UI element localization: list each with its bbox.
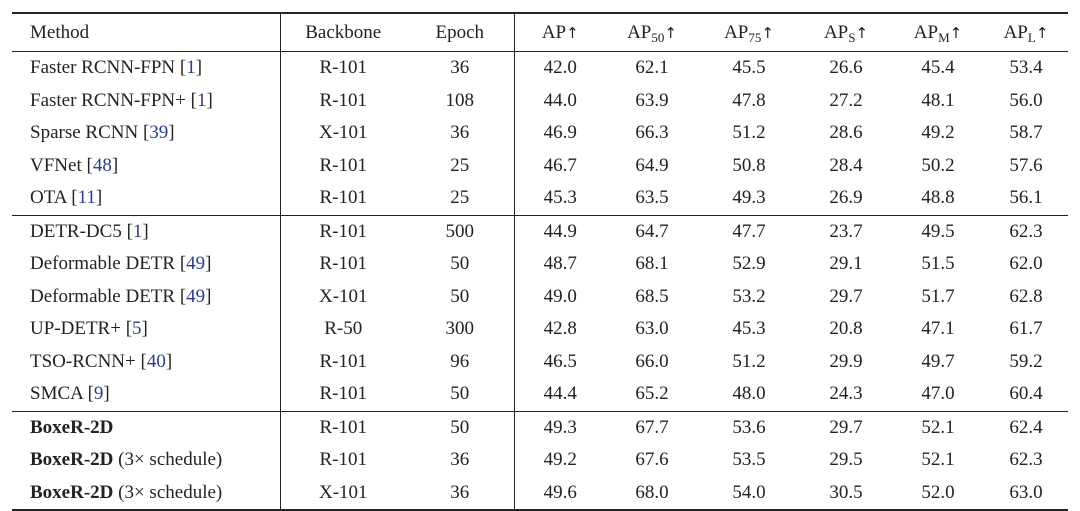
ap50-cell: 68.1 xyxy=(635,253,669,275)
backbone-cell: R-101 xyxy=(280,411,406,444)
apl-cell: 60.4 xyxy=(1009,383,1043,405)
method-cell xyxy=(12,477,280,511)
apm-cell: 50.2 xyxy=(921,154,955,176)
aps-cell: 29.7 xyxy=(800,411,892,444)
ap50-cell: 67.7 xyxy=(606,411,698,444)
aps-cell: 20.8 xyxy=(829,318,863,340)
apm-cell: 47.0 xyxy=(921,383,955,405)
epoch-cell: 300 xyxy=(406,313,514,346)
aps-cell: 23.7 xyxy=(800,215,892,248)
method-name: SMCA xyxy=(30,383,88,405)
backbone-cell: R-101 xyxy=(319,57,367,79)
ap50-cell: 64.7 xyxy=(606,215,698,248)
ap-cell: 46.9 xyxy=(543,122,577,144)
epoch-cell: 36 xyxy=(406,52,514,85)
method-cell xyxy=(12,346,280,379)
apl-cell: 62.0 xyxy=(1009,253,1043,275)
citation-link[interactable]: 49 xyxy=(186,285,206,307)
citation-bracket: ] xyxy=(95,187,103,209)
ap-cell: 49.6 xyxy=(514,477,606,511)
apm-cell: 47.1 xyxy=(921,318,955,340)
citation-link[interactable]: 1 xyxy=(186,57,196,79)
citation-bracket: ] xyxy=(141,318,148,340)
header-ap50: $AP_{50}↑$ xyxy=(606,13,698,52)
apl-cell: 53.4 xyxy=(1009,57,1043,79)
method-name: DETR-DC5 xyxy=(30,220,127,242)
citation-link[interactable]: 40 xyxy=(146,350,166,372)
method-cell xyxy=(12,411,280,444)
ap75-cell: 51.2 xyxy=(732,350,766,372)
citation-bracket: ] xyxy=(165,350,173,372)
method-cell xyxy=(12,117,280,150)
table-row xyxy=(12,150,1068,183)
table-row xyxy=(12,281,1068,314)
table-row xyxy=(12,52,1068,85)
ap-cell: 48.7 xyxy=(543,253,577,275)
backbone-cell: R-101 xyxy=(319,253,367,275)
citation-bracket: [ xyxy=(179,253,187,275)
table-row xyxy=(12,444,1068,477)
ap75-cell: 45.5 xyxy=(732,57,766,79)
method-cell xyxy=(12,182,280,215)
ap75-cell: 51.2 xyxy=(732,122,766,144)
apl-cell: 58.7 xyxy=(1009,122,1043,144)
method-name: Faster RCNN-FPN xyxy=(30,57,180,79)
apm-cell: 52.0 xyxy=(892,477,984,511)
apl-cell: 63.0 xyxy=(984,477,1068,511)
header-apm: $AP_M↑$ xyxy=(892,13,984,52)
citation-link[interactable]: 1 xyxy=(132,220,143,242)
method-name: OTA xyxy=(30,187,72,209)
header-apl: $AP_L↑$ xyxy=(984,13,1068,52)
citation-bracket: ] xyxy=(168,122,175,144)
apm-cell: 49.5 xyxy=(892,215,984,248)
ap-cell: 46.5 xyxy=(543,350,577,372)
citation-bracket: ] xyxy=(195,57,203,79)
backbone-cell: X-101 xyxy=(280,477,406,511)
citation-bracket: [ xyxy=(190,89,197,111)
ap75-cell: 45.3 xyxy=(732,318,766,340)
citation-bracket: [ xyxy=(87,383,94,405)
epoch-cell: 50 xyxy=(406,411,514,444)
apm-cell: 48.1 xyxy=(921,89,955,111)
method-name: BoxeR-2D xyxy=(30,481,114,503)
ap75-cell: 54.0 xyxy=(698,477,800,511)
epoch-cell: 500 xyxy=(406,215,514,248)
aps-cell: 29.5 xyxy=(829,449,863,471)
apl-cell: 57.6 xyxy=(1009,154,1043,176)
epoch-cell: 96 xyxy=(406,346,514,379)
epoch-cell: 50 xyxy=(406,378,514,411)
apl-cell: 62.4 xyxy=(984,411,1068,444)
backbone-cell: R-101 xyxy=(319,449,367,471)
method-cell xyxy=(12,248,280,281)
citation-link[interactable]: 9 xyxy=(93,383,104,405)
method-cell xyxy=(12,150,280,183)
table-row xyxy=(12,182,1068,215)
backbone-cell: R-50 xyxy=(324,318,363,340)
apm-cell: 52.1 xyxy=(892,411,984,444)
backbone-cell: R-101 xyxy=(319,383,367,405)
citation-link[interactable]: 11 xyxy=(77,187,96,209)
apl-cell: 62.8 xyxy=(1009,285,1043,307)
ap-cell: 49.0 xyxy=(543,285,577,307)
ap50-cell: 65.2 xyxy=(635,383,669,405)
method-name: TSO-RCNN+ xyxy=(30,350,141,372)
citation-bracket: [ xyxy=(142,122,150,144)
apm-cell: 49.7 xyxy=(921,350,955,372)
table-row xyxy=(12,477,1068,511)
citation-link[interactable]: 5 xyxy=(132,318,142,340)
ap75-cell: 47.8 xyxy=(732,89,766,111)
ap75-cell: 47.7 xyxy=(698,215,800,248)
ap50-cell: 63.0 xyxy=(635,318,669,340)
method-cell xyxy=(12,281,280,314)
table-row xyxy=(12,378,1068,411)
method-name: Faster RCNN-FPN+ xyxy=(30,89,191,111)
method-cell xyxy=(12,444,280,477)
aps-cell: 29.9 xyxy=(829,350,863,372)
epoch-cell: 25 xyxy=(406,182,514,215)
table-group xyxy=(12,215,1068,411)
apm-cell: 48.8 xyxy=(921,187,955,209)
apm-cell: 51.7 xyxy=(921,285,955,307)
ap-cell: 44.0 xyxy=(543,89,577,111)
table-group xyxy=(12,52,1068,216)
citation-link[interactable]: 39 xyxy=(149,122,169,144)
citation-link[interactable]: 49 xyxy=(186,253,206,275)
apl-cell: 56.0 xyxy=(1009,89,1043,111)
citation-bracket: [ xyxy=(126,220,133,242)
method-cell xyxy=(12,215,280,248)
header-aps: $AP_S↑$ xyxy=(800,13,892,52)
header-method: Method xyxy=(12,13,280,52)
method-cell xyxy=(12,85,280,118)
ap50-cell: 68.0 xyxy=(606,477,698,511)
method-name: Sparse RCNN xyxy=(30,122,143,144)
aps-cell: 28.4 xyxy=(829,154,863,176)
backbone-cell: R-101 xyxy=(319,154,367,176)
method-cell xyxy=(12,313,280,346)
citation-bracket: [ xyxy=(86,154,93,176)
ap-cell: 45.3 xyxy=(543,187,577,209)
table-row xyxy=(12,85,1068,118)
backbone-cell: X-101 xyxy=(318,285,368,307)
ap50-cell: 68.5 xyxy=(635,285,669,307)
header-ap75: $AP_{75}↑$ xyxy=(698,13,800,52)
table-row xyxy=(12,346,1068,379)
backbone-cell: R-101 xyxy=(280,215,406,248)
table-row xyxy=(12,313,1068,346)
method-name: UP-DETR+ xyxy=(30,318,126,340)
ap75-cell: 50.8 xyxy=(732,154,766,176)
method-suffix: (3× schedule) xyxy=(113,481,223,503)
epoch-cell: 50 xyxy=(406,281,514,314)
ap-cell: 49.3 xyxy=(514,411,606,444)
ap75-cell: 49.3 xyxy=(732,187,766,209)
backbone-cell: X-101 xyxy=(318,122,368,144)
table-row xyxy=(12,248,1068,281)
citation-bracket: ] xyxy=(206,89,213,111)
method-name: Deformable DETR xyxy=(30,285,180,307)
citation-bracket: [ xyxy=(125,318,133,340)
apl-cell: 62.3 xyxy=(1009,449,1043,471)
method-name: BoxeR-2D xyxy=(30,416,114,438)
method-name: VFNet xyxy=(30,154,87,176)
ap50-cell: 64.9 xyxy=(635,154,669,176)
epoch-cell: 25 xyxy=(406,150,514,183)
table-row xyxy=(12,117,1068,150)
aps-cell: 24.3 xyxy=(829,383,863,405)
aps-cell: 26.6 xyxy=(829,57,863,79)
ap50-cell: 66.3 xyxy=(635,122,669,144)
aps-cell: 30.5 xyxy=(800,477,892,511)
citation-bracket: ] xyxy=(205,253,212,275)
epoch-cell: 36 xyxy=(406,117,514,150)
ap75-cell: 48.0 xyxy=(732,383,766,405)
apm-cell: 52.1 xyxy=(921,449,955,471)
citation-bracket: ] xyxy=(142,220,149,242)
citation-bracket: [ xyxy=(179,57,187,79)
table-row xyxy=(12,411,1068,444)
citation-bracket: [ xyxy=(71,187,78,209)
ap75-cell: 52.9 xyxy=(732,253,766,275)
results-table xyxy=(12,12,1068,511)
header-epoch: Epoch xyxy=(406,13,514,52)
method-cell xyxy=(12,52,280,85)
ap-cell: 42.8 xyxy=(543,318,577,340)
backbone-cell: R-101 xyxy=(319,187,367,209)
epoch-cell: 108 xyxy=(406,85,514,118)
citation-bracket: ] xyxy=(103,383,110,405)
citation-bracket: [ xyxy=(140,350,147,372)
epoch-cell: 36 xyxy=(406,444,514,477)
ap50-cell: 62.1 xyxy=(635,57,669,79)
method-suffix: (3× schedule) xyxy=(113,449,223,471)
aps-cell: 28.6 xyxy=(829,122,863,144)
citation-bracket: ] xyxy=(111,154,119,176)
ap-cell: 49.2 xyxy=(543,449,577,471)
ap50-cell: 63.5 xyxy=(635,187,669,209)
header-row xyxy=(12,13,1068,52)
epoch-cell: 36 xyxy=(406,477,514,511)
aps-cell: 29.7 xyxy=(829,285,863,307)
apm-cell: 51.5 xyxy=(921,253,955,275)
method-name: BoxeR-2D xyxy=(30,449,114,471)
backbone-cell: R-101 xyxy=(319,89,367,111)
apl-cell: 59.2 xyxy=(1009,350,1043,372)
backbone-cell: R-101 xyxy=(319,350,367,372)
aps-cell: 26.9 xyxy=(829,187,863,209)
ap-cell: 46.7 xyxy=(543,154,577,176)
citation-bracket: [ xyxy=(179,285,187,307)
ap-cell: 44.9 xyxy=(514,215,606,248)
method-name: Deformable DETR xyxy=(30,253,180,275)
header-backbone: Backbone xyxy=(280,13,406,52)
method-cell xyxy=(12,378,280,411)
apm-cell: 45.4 xyxy=(921,57,955,79)
ap-cell: 42.0 xyxy=(543,57,577,79)
ap75-cell: 53.6 xyxy=(698,411,800,444)
citation-link[interactable]: 1 xyxy=(196,89,207,111)
apl-cell: 62.3 xyxy=(984,215,1068,248)
header-ap: AP↑ xyxy=(514,13,606,52)
ap50-cell: 63.9 xyxy=(635,89,669,111)
ap50-cell: 67.6 xyxy=(635,449,669,471)
ap75-cell: 53.2 xyxy=(732,285,766,307)
ap75-cell: 53.5 xyxy=(732,449,766,471)
ap50-cell: 66.0 xyxy=(635,350,669,372)
apl-cell: 56.1 xyxy=(1009,187,1043,209)
epoch-cell: 50 xyxy=(406,248,514,281)
table-row xyxy=(12,215,1068,248)
apm-cell: 49.2 xyxy=(921,122,955,144)
apl-cell: 61.7 xyxy=(1009,318,1043,340)
ap-cell: 44.4 xyxy=(543,383,577,405)
citation-link[interactable]: 48 xyxy=(92,154,112,176)
aps-cell: 29.1 xyxy=(829,253,863,275)
table-group xyxy=(12,411,1068,510)
aps-cell: 27.2 xyxy=(829,89,863,111)
citation-bracket: ] xyxy=(205,285,212,307)
